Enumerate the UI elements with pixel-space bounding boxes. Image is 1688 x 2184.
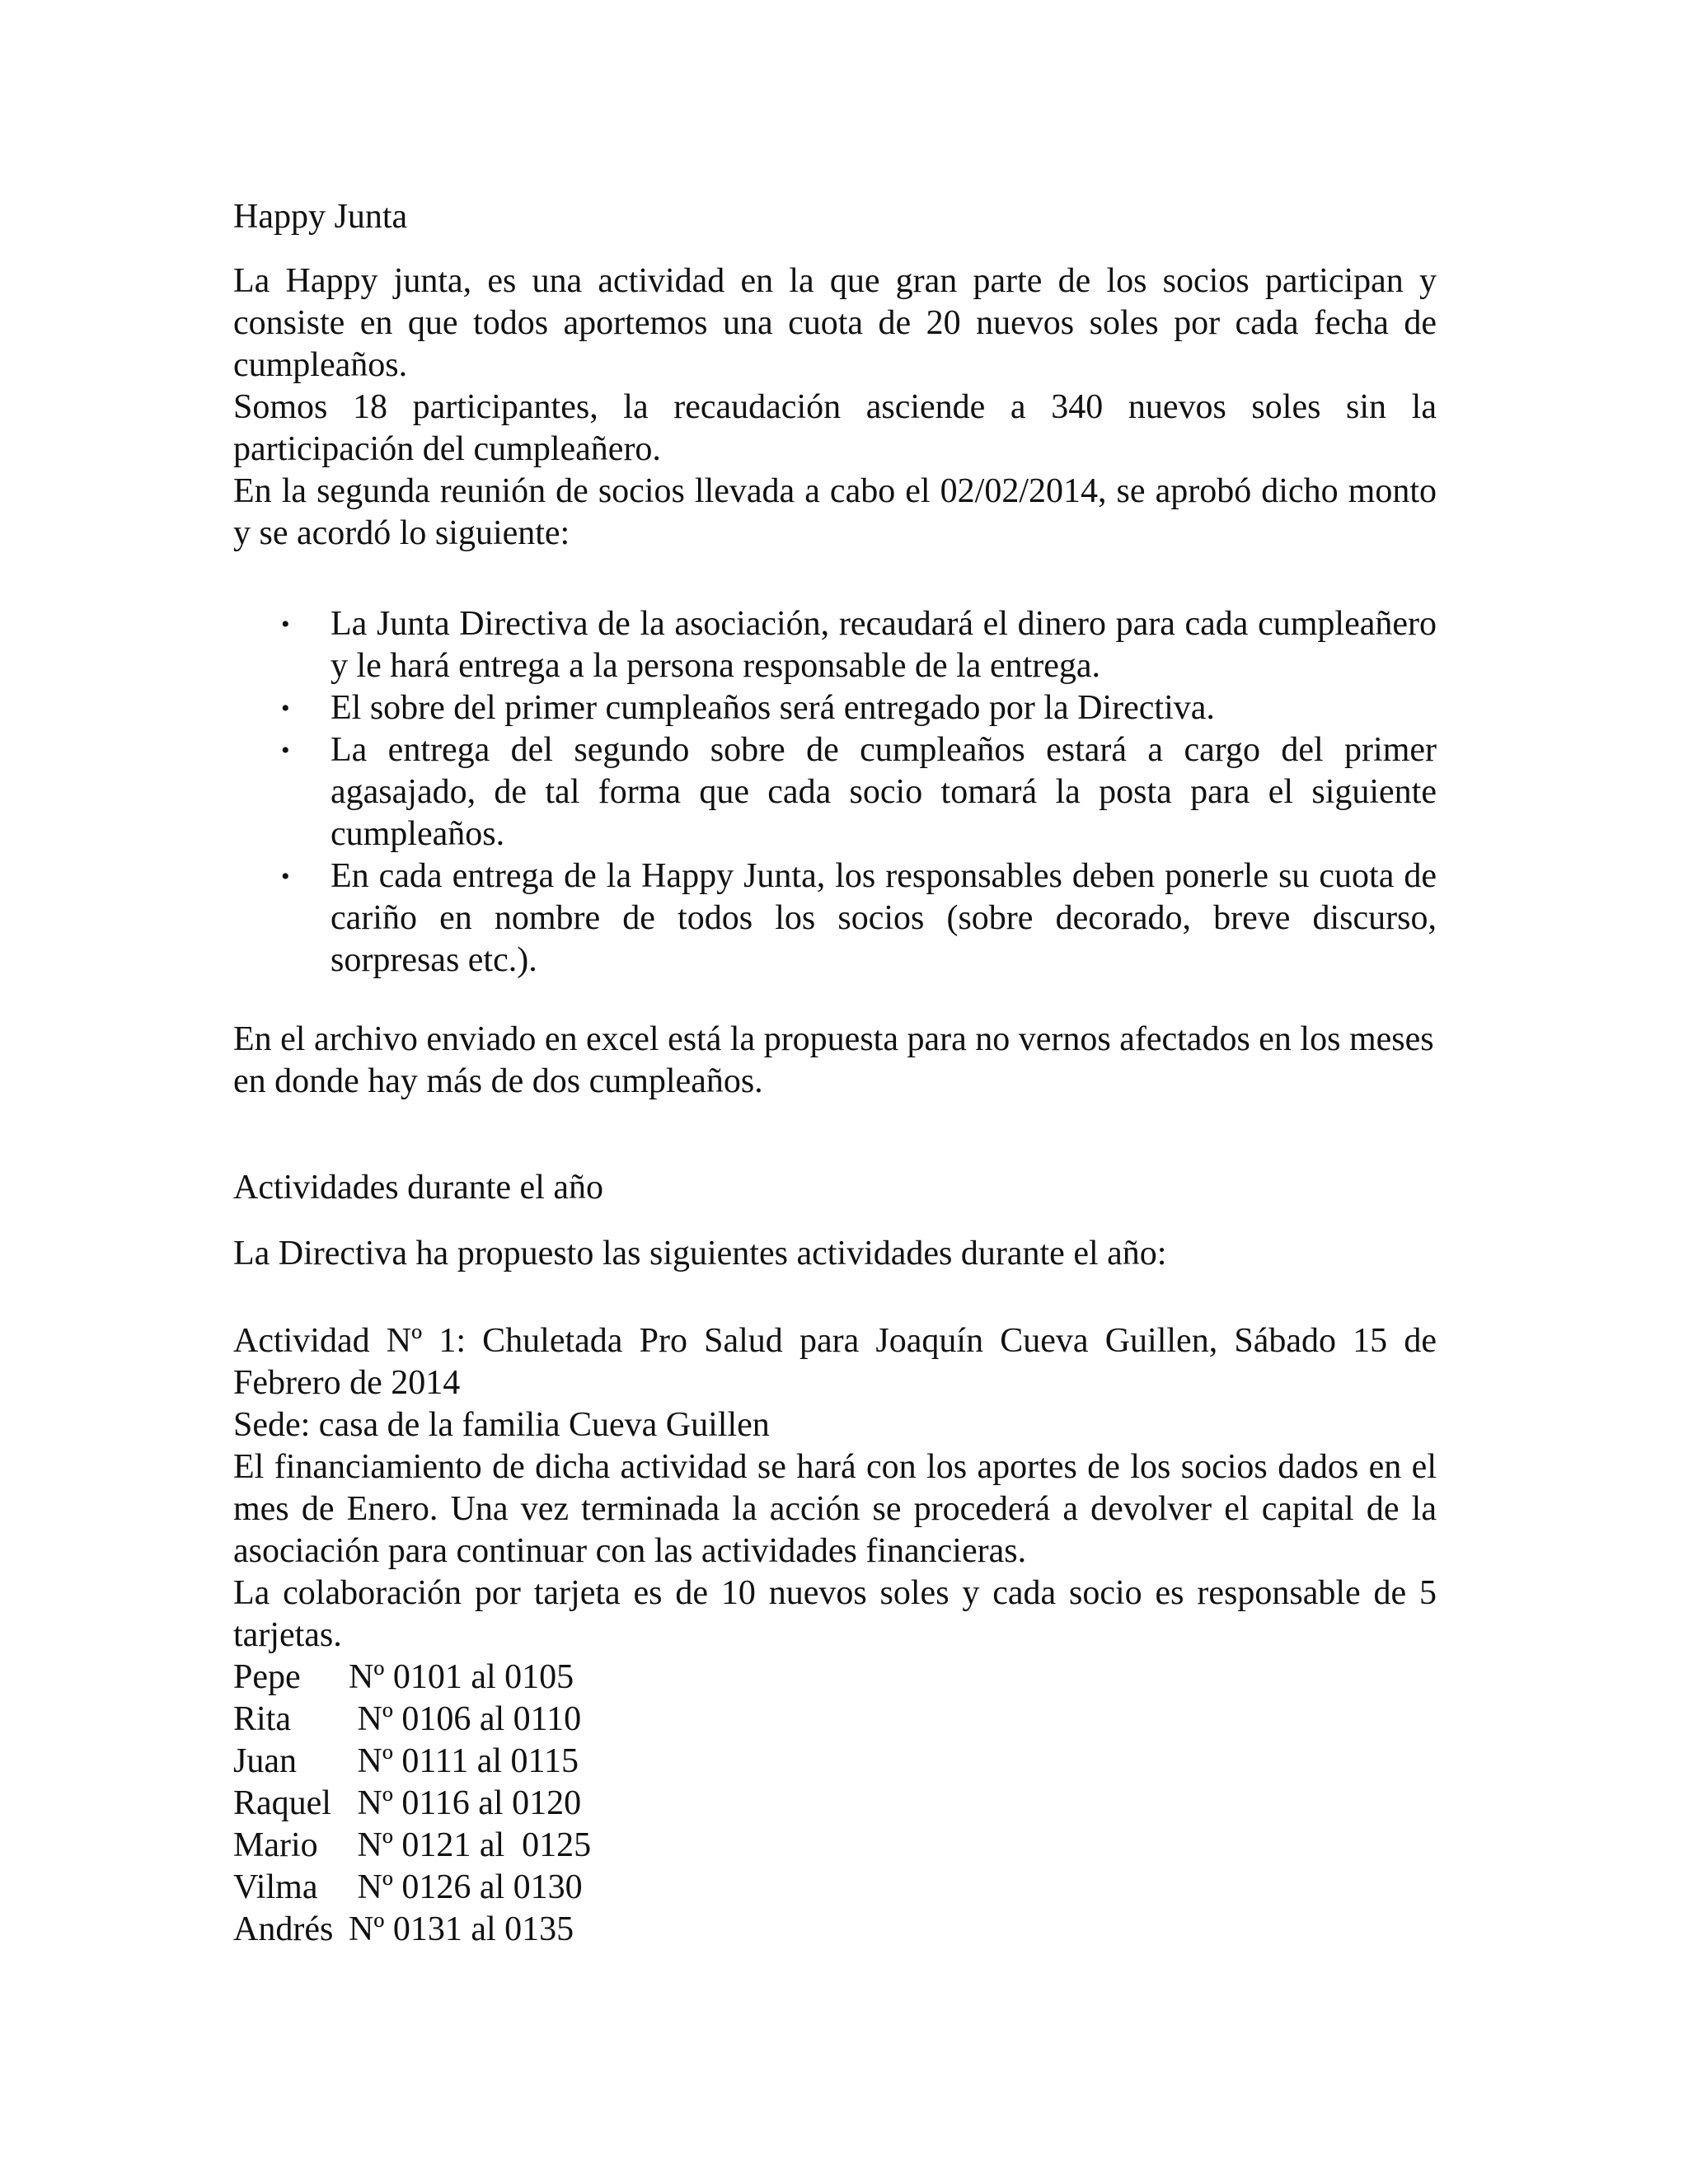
ticket-member-name: Mario: [233, 1826, 318, 1864]
ticket-member-name: Raquel: [233, 1784, 331, 1822]
bullet-icon: •: [281, 863, 290, 890]
bullet-icon: •: [281, 737, 290, 764]
ticket-row: [233, 1657, 1437, 1699]
activity-1-description: [233, 1320, 1437, 1657]
ticket-row: [233, 1867, 1437, 1909]
list-item-text: El sobre del primer cumpleaños será entregado por la Directiva.: [331, 689, 1215, 727]
ticket-member-name: Vilma: [233, 1868, 318, 1906]
list-item-text: La entrega del segundo sobre de cumpleaños estará a cargo del primer agasajado, de tal forma que cada socio tomará la posta para el siguiente cumpleaños.: [331, 731, 1437, 853]
ticket-member-name: Pepe: [233, 1658, 301, 1696]
bullet-icon: •: [281, 695, 290, 722]
agreement-list: [233, 603, 1437, 982]
happy-junta-closing: [233, 1019, 1437, 1103]
ticket-range: Nº 0106 al 0110: [349, 1700, 582, 1738]
list-item: [233, 729, 1437, 855]
ticket-range: Nº 0126 al 0130: [349, 1868, 583, 1906]
ticket-member-name: Rita: [233, 1700, 291, 1738]
closing-paragraph: En el archivo enviado en excel está la propuesta para no vernos afectados en los meses en donde hay más de dos cumpleaños.: [233, 1020, 1434, 1100]
activity-line-4: La colaboración por tarjeta es de 10 nuevos soles y cada socio es responsable de 5 tarjetas.: [233, 1574, 1437, 1654]
ticket-range: Nº 0101 al 0105: [349, 1658, 574, 1696]
activity-line-3: El financiamiento de dicha actividad se hará con los aportes de los socios dados en el mes de Enero. Una vez terminada la acción se procederá a devolver el capital de la asociación para continuar con las actividades financieras.: [233, 1448, 1437, 1570]
intro-paragraph-3: En la segunda reunión de socios llevada a cabo el 02/02/2014, se aprobó dicho monto y se acordó lo siguiente:: [233, 472, 1437, 552]
ticket-range: Nº 0116 al 0120: [349, 1784, 582, 1822]
ticket-row: [233, 1909, 1437, 1951]
ticket-row: [233, 1783, 1437, 1825]
list-item-text: La Junta Directiva de la asociación, recaudará el dinero para cada cumpleañero y le hará entrega a la persona responsable de la entrega.: [331, 605, 1437, 685]
intro-paragraph-2: Somos 18 participantes, la recaudación asciende a 340 nuevos soles sin la participación del cumpleañero.: [233, 388, 1437, 468]
ticket-assignments: [233, 1657, 1437, 1951]
actividades-intro-text: La Directiva ha propuesto las siguientes actividades durante el año:: [233, 1235, 1167, 1272]
ticket-member-name: Andrés: [233, 1910, 334, 1948]
list-item-text: En cada entrega de la Happy Junta, los responsables deben ponerle su cuota de cariño en nombre de todos los socios (sobre decorado, breve discurso, sorpresas etc.).: [331, 857, 1437, 979]
ticket-range: Nº 0121 al 0125: [349, 1826, 592, 1864]
section-title-actividades: [233, 1167, 1437, 1209]
ticket-member-name: Juan: [233, 1742, 297, 1780]
ticket-row: [233, 1741, 1437, 1783]
list-item: [233, 687, 1437, 729]
actividades-intro: [233, 1233, 1437, 1275]
activity-line-2: Sede: casa de la familia Cueva Guillen: [233, 1406, 770, 1444]
ticket-row: [233, 1699, 1437, 1741]
activity-line-1: Actividad Nº 1: Chuletada Pro Salud para Joaquín Cueva Guillen, Sábado 15 de Febrero de 2014: [233, 1322, 1437, 1402]
ticket-range: Nº 0111 al 0115: [349, 1742, 579, 1780]
section2-title: Actividades durante el año: [233, 1169, 603, 1207]
ticket-row: [233, 1825, 1437, 1867]
happy-junta-intro: [233, 260, 1437, 555]
ticket-range: Nº 0131 al 0135: [349, 1910, 574, 1948]
section1-title: Happy Junta: [233, 198, 408, 236]
bullet-icon: •: [281, 611, 290, 638]
intro-paragraph-1: La Happy junta, es una actividad en la que gran parte de los socios participan y consiste en que todos aportemos una cuota de 20 nuevos soles por cada fecha de cumpleaños.: [233, 262, 1437, 384]
list-item: [233, 855, 1437, 982]
list-item: [233, 603, 1437, 687]
section-title-happy-junta: [233, 196, 1437, 238]
